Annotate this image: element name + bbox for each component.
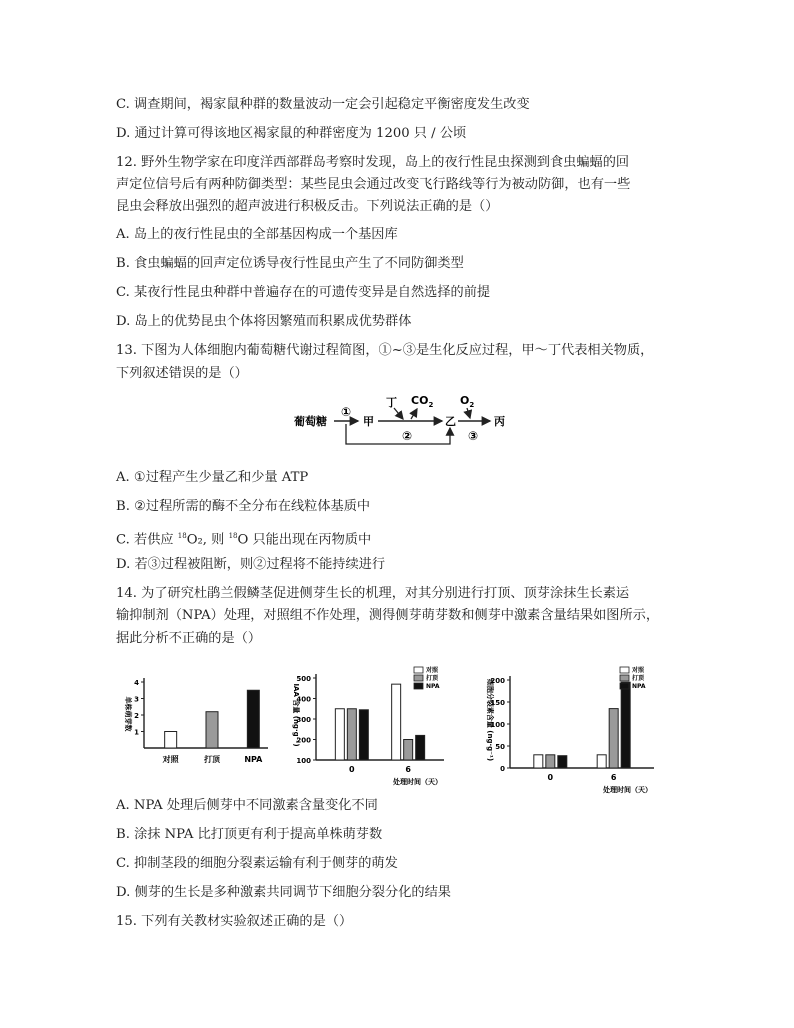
c2-x-tick-label: 6 [405, 765, 411, 774]
c2-y-tick-label: 400 [296, 695, 311, 704]
step3-label: ③ [468, 429, 479, 443]
q13-option-a: A. ①过程产生少量乙和少量 ATP [116, 470, 309, 485]
c3-legend-label: NPA [632, 683, 646, 690]
c3-bar-对照-0 [534, 755, 543, 768]
c2-legend-swatch [414, 675, 423, 681]
co2-label: $CO_2$ [411, 394, 434, 409]
c1-bar-NPA [247, 690, 259, 748]
c1-y-axis-label: 单株萌芽数 [124, 696, 132, 732]
q13-option-c: C. 若供应 $^{18}$O₂, 则 $^{18}$O 只能出现在丙物质中 [116, 532, 372, 548]
q14-option-a: A. NPA 处理后侧芽中不同激素含量变化不同 [116, 798, 378, 813]
c2-bar-打顶-6 [404, 740, 413, 761]
c3-y-tick-label: 0 [500, 765, 505, 773]
q11-option-c: C. 调查期间，褐家鼠种群的数量波动一定会引起稳定平衡密度发生改变 [116, 97, 530, 112]
ding-label: 丁 [386, 396, 397, 409]
q14-option-b: B. 涂抹 NPA 比打顶更有利于提高单株萌芽数 [116, 827, 383, 842]
q12-stem-line3: 昆虫会释放出强烈的超声波进行积极反击。下列说法正确的是（） [116, 199, 499, 214]
glucose-label: 葡萄糖 [294, 415, 327, 428]
c3-legend-swatch [620, 675, 629, 681]
c2-y-tick-label: 500 [296, 675, 311, 683]
c3-y-tick-label: 200 [490, 677, 505, 685]
c1-y-tick-label: 1 [134, 728, 139, 737]
c2-y-tick-label: 100 [296, 757, 311, 765]
c3-bar-NPA-6 [621, 682, 630, 768]
q13-option-b: B. ②过程所需的酶不全分布在线粒体基质中 [116, 499, 371, 514]
jia-label: 甲 [363, 415, 374, 428]
c2-y-tick-label: 300 [296, 716, 311, 724]
c2-x-axis-label: 处理时间（天） [393, 778, 442, 786]
c3-bar-NPA-0 [558, 756, 567, 768]
c2-bar-NPA-6 [416, 735, 425, 760]
yi-label: 乙 [445, 415, 456, 428]
c1-x-tick-label: 打顶 [204, 755, 220, 764]
glucose-metabolism-diagram [290, 388, 520, 454]
step2-label: ② [402, 429, 413, 443]
q15-stem: 15. 下列有关教材实验叙述正确的是（） [116, 914, 353, 929]
c2-y-axis-label: IAA 含量 (ng·g⁻¹) [292, 683, 300, 747]
q14-stem-line1: 14. 为了研究杜鹃兰假鳞茎促进侧芽生长的机理，对其分别进行打顶、顶芽涂抹生长素运 [116, 586, 630, 601]
c2-legend-label: 打顶 [426, 675, 439, 682]
c2-legend-swatch [414, 683, 423, 689]
c3-x-tick-label: 6 [610, 773, 617, 782]
q13-stem-line1: 13. 下图为人体细胞内葡萄糖代谢过程简图，①~③是生化反应过程，甲～丁代表相关物质， [116, 343, 654, 358]
c1-bar-对照 [165, 732, 177, 749]
c3-y-tick-label: 50 [495, 743, 505, 751]
q14-option-c: C. 抑制茎段的细胞分裂素运输有利于侧芽的萌发 [116, 856, 398, 871]
q14-option-d: D. 侧芽的生长是多种激素共同调节下细胞分裂分化的结果 [116, 885, 451, 900]
q11-option-d: D. 通过计算可得该地区褐家鼠的种群密度为 1200 只 / 公顷 [116, 126, 467, 141]
q12-option-c: C. 某夜行性昆虫种群中普遍存在的可遗传变异是自然选择的前提 [116, 285, 491, 300]
q14-stem-line2: 输抑制剂（NPA）处理，对照组不作处理，测得侧芽萌芽数和侧芽中激素含量结果如图所示， [116, 608, 660, 623]
c2-legend-label: NPA [426, 683, 440, 690]
c1-x-tick-label: 对照 [162, 755, 179, 764]
c1-bar-打顶 [206, 712, 218, 748]
c3-y-tick-label: 150 [490, 699, 505, 707]
c1-x-tick-label: NPA [244, 755, 263, 764]
q12-stem-line1: 12. 野外生物学家在印度洋西部群岛考察时发现，岛上的夜行性昆虫探测到食虫蝙蝠的回 [116, 155, 630, 170]
q14-stem-line3: 据此分析不正确的是（） [116, 631, 262, 646]
c2-bar-对照-0 [335, 709, 344, 760]
o2-label: $O_2$ [460, 394, 475, 409]
c3-y-tick-label: 100 [490, 721, 505, 729]
c3-bar-对照-6 [597, 755, 606, 768]
c2-bar-对照-6 [392, 684, 401, 760]
c2-bar-NPA-0 [359, 710, 368, 760]
c3-bar-打顶-0 [546, 755, 555, 768]
chart-cytokinin-content [466, 664, 676, 794]
c1-y-tick-label: 3 [134, 695, 139, 704]
c3-legend-label: 对照 [632, 667, 645, 674]
c1-y-tick-label: 4 [134, 679, 139, 687]
c2-y-tick-label: 200 [296, 736, 311, 745]
c1-y-tick-label: 2 [134, 712, 139, 720]
c3-x-tick-label: 0 [547, 773, 554, 782]
chart-iaa-content [276, 664, 466, 784]
c3-y-axis-label: 细胞分裂素含量 (ng·g⁻¹) [486, 678, 494, 762]
c2-legend-label: 对照 [426, 667, 439, 674]
c3-legend-swatch [620, 683, 629, 689]
q12-option-a: A. 岛上的夜行性昆虫的全部基因构成一个基因库 [116, 227, 398, 242]
c3-bar-打顶-6 [609, 709, 618, 768]
c2-bar-打顶-0 [347, 709, 356, 760]
q13-stem-line2: 下列叙述错误的是（） [116, 366, 248, 381]
q12-stem-line2: 声定位信号后有两种防御类型：某些昆虫会通过改变飞行路线等行为被动防御，也有一些 [116, 177, 631, 192]
c3-legend-swatch [620, 667, 629, 673]
c3-legend-label: 打顶 [632, 675, 645, 682]
q12-option-d: D. 岛上的优势昆虫个体将因繁殖而积累成优势群体 [116, 314, 412, 329]
q13-option-d: D. 若③过程被阻断，则②过程将不能持续进行 [116, 557, 386, 572]
c2-legend-swatch [414, 667, 423, 673]
bing-label: 丙 [494, 415, 505, 428]
step1-label: ① [341, 405, 352, 419]
chart-bud-count [116, 664, 276, 784]
q12-option-b: B. 食虫蝙蝠的回声定位诱导夜行性昆虫产生了不同防御类型 [116, 256, 464, 271]
c3-x-axis-label: 处理时间（天） [603, 786, 652, 794]
c2-x-tick-label: 0 [349, 765, 355, 774]
